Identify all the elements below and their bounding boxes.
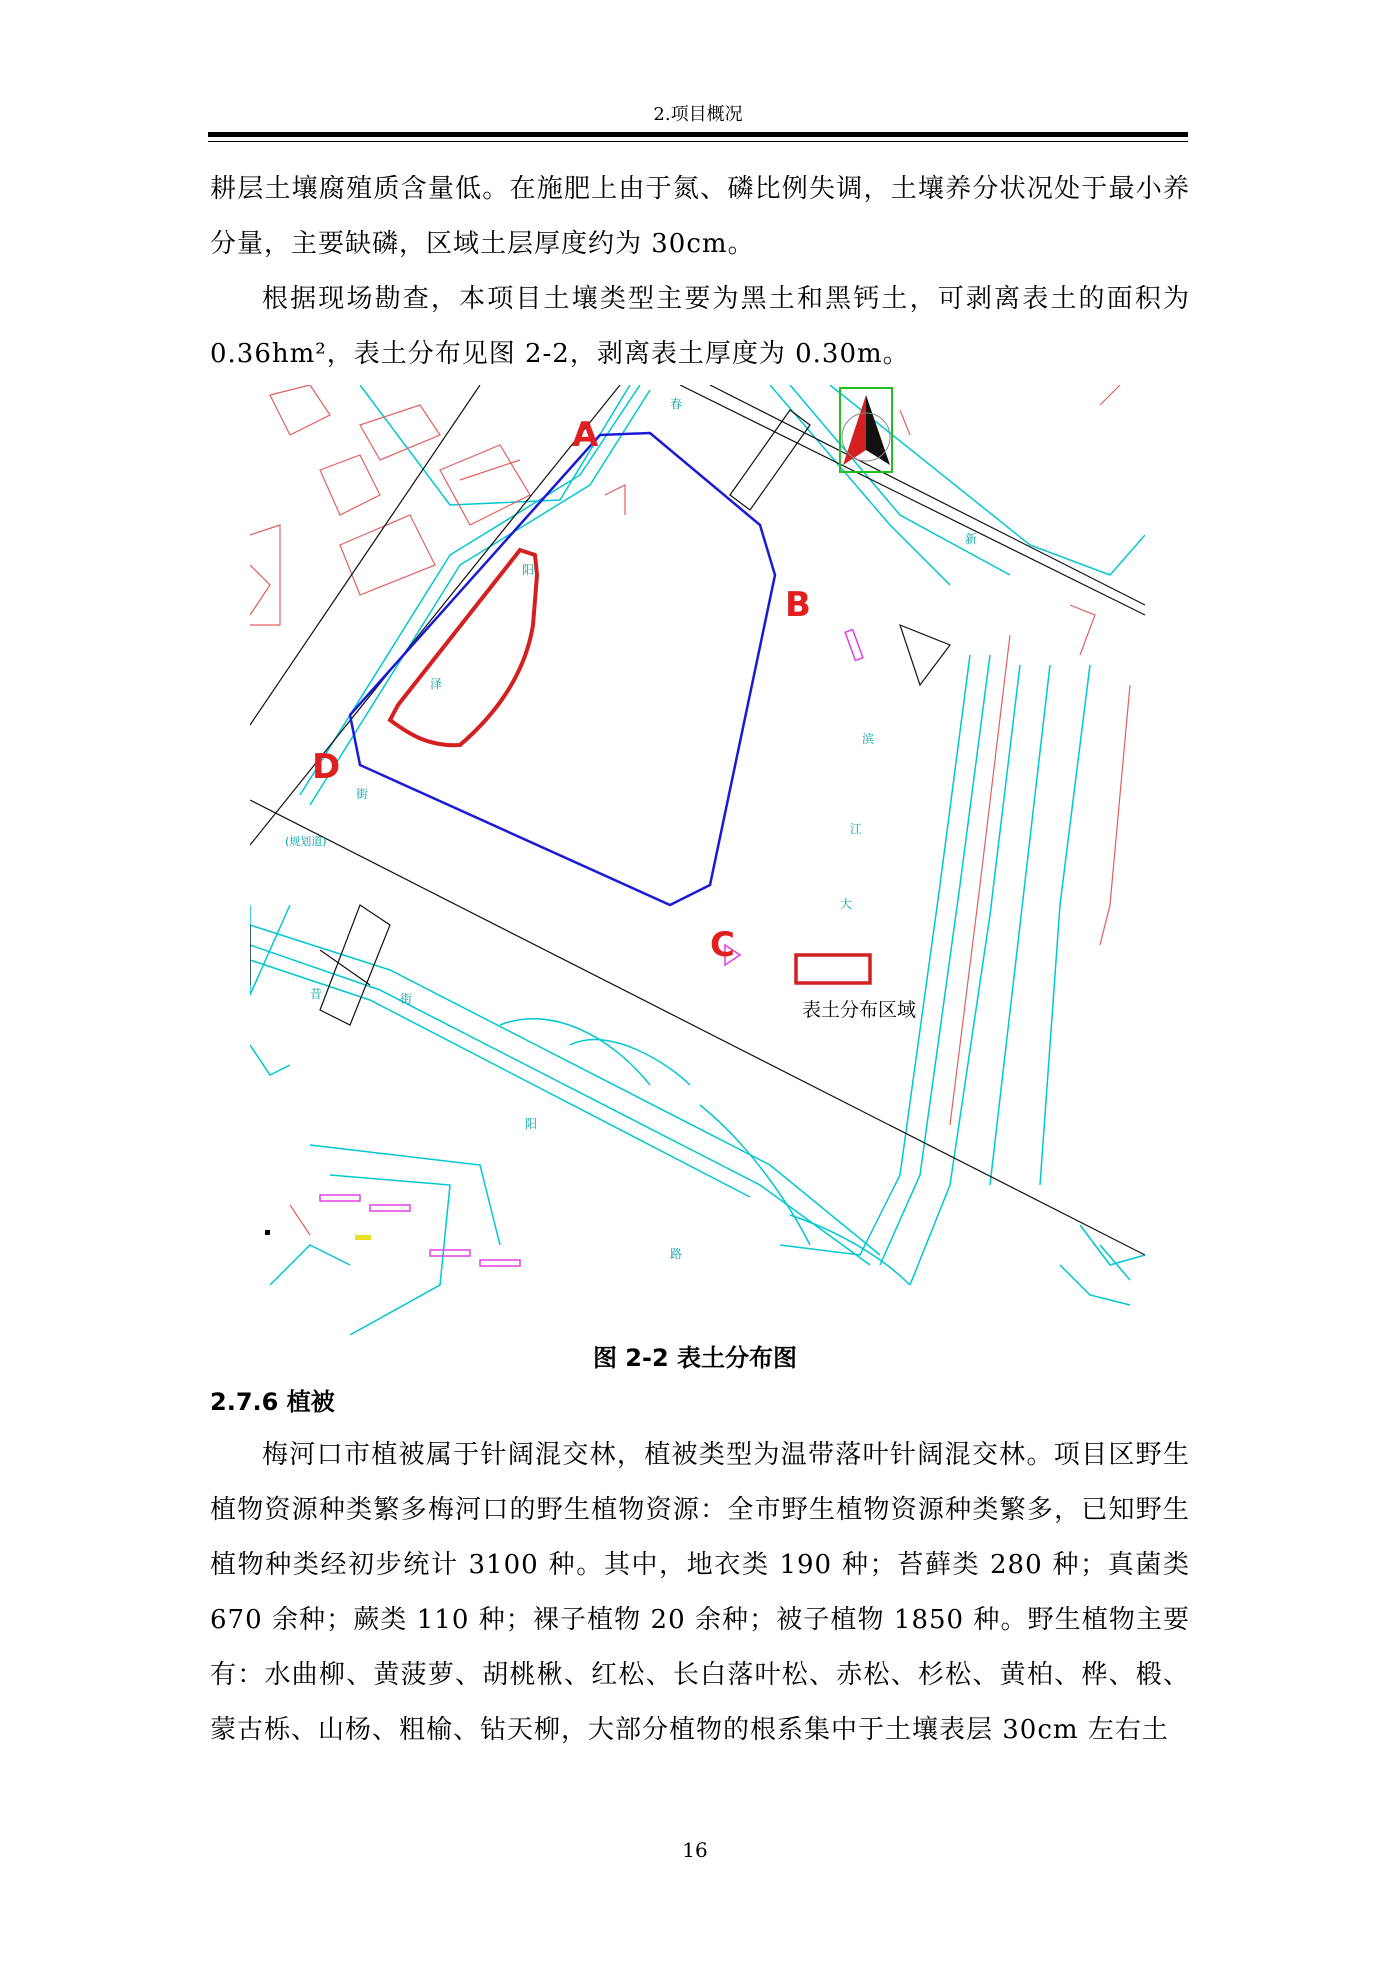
header-rule-thick xyxy=(208,132,1188,137)
header-rule-thin xyxy=(208,141,1188,142)
paragraph-soil-nutrients: 耕层土壤腐殖质含量低。在施肥上由于氮、磷比例失调，土壤养分状况处于最小养分量，主要缺磷，区域土层厚度约为 30cm。 xyxy=(210,174,1190,259)
legend-label: 表土分布区域 xyxy=(802,999,917,1021)
site-boundary xyxy=(350,433,775,905)
road-label: 街 xyxy=(356,787,369,801)
road-boundaries xyxy=(250,385,1145,1255)
road-label: 大 xyxy=(840,897,853,911)
road-label: 泽 xyxy=(430,677,443,691)
markers xyxy=(320,630,863,1266)
point-label-a: A xyxy=(572,415,599,455)
black-dot xyxy=(265,1230,270,1235)
page-number: 16 xyxy=(682,1838,708,1862)
legend-swatch xyxy=(796,955,870,983)
road-label: 新 xyxy=(965,532,978,546)
buildings xyxy=(250,385,1130,1235)
road-label: 阳 xyxy=(525,1117,538,1131)
point-label-b: B xyxy=(785,585,811,625)
running-header: 2.项目概况 xyxy=(653,104,743,125)
north-arrow-icon xyxy=(840,388,892,472)
point-label-c: C xyxy=(710,925,735,965)
road-label: 江 xyxy=(850,822,863,836)
yellow-marker xyxy=(355,1235,371,1240)
paragraph-vegetation: 梅河口市植被属于针阔混交林，植被类型为温带落叶针阔混交林。项目区野生植物资源种类繁多梅河口的野生植物资源：全市野生植物资源种类繁多，已知野生植物种类经初步统计 3100 种。其中，地衣类 190 种；苔藓类 280 种；真菌类 670 余种；蕨类 110 种；裸子植物 20 余种；被子植物 1850 种。野生植物主要有：水曲柳、黄菠萝、胡桃楸、红松、长白落叶松、赤松、杉松、黄柏、桦、椴、蒙古栎、山杨、粗榆、钻天柳，大部分植物的根系集中于土壤表层 30cm 左右土 xyxy=(210,1440,1190,1745)
paragraph-topsoil-survey: 根据现场勘查，本项目土壤类型主要为黑土和黑钙土，可剥离表土的面积为 0.36hm²，表土分布见图 2-2，剥离表土厚度为 0.30m。 xyxy=(210,284,1190,369)
road-label: (规划道) xyxy=(285,835,327,848)
road-label: 滨 xyxy=(862,732,875,746)
road-label: 路 xyxy=(670,1247,683,1261)
map-drawing xyxy=(250,385,1145,1335)
topsoil-distribution-map xyxy=(250,385,1145,1335)
point-label-d: D xyxy=(312,747,341,787)
figure-caption: 图 2-2 表土分布图 xyxy=(592,1344,798,1372)
road-label: 街 xyxy=(400,992,413,1006)
road-label: 昔 xyxy=(310,987,323,1001)
road-label: 阳 xyxy=(522,563,535,577)
road-label: 春 xyxy=(670,397,683,411)
section-title: 2.7.6 植被 xyxy=(210,1388,335,1416)
